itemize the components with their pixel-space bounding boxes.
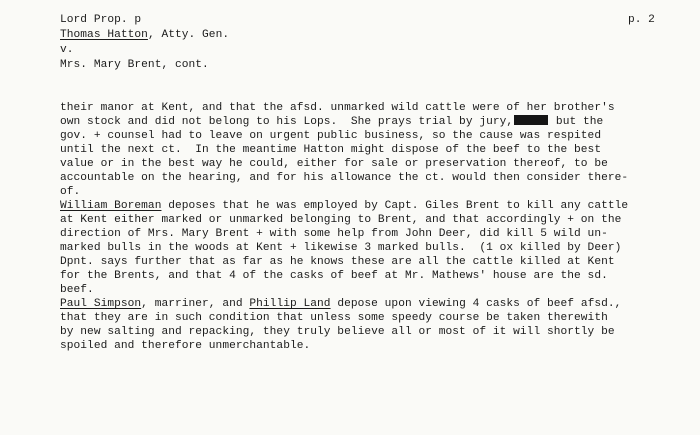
body-line: that they are in such condition that unless some speedy course be taken therewith (60, 312, 608, 324)
defendant: Mrs. Mary Brent, cont. (60, 59, 209, 71)
body-line: marked bulls in the woods at Kent + likewise 3 marked bulls. (1 ox killed by Deer) (60, 242, 622, 254)
body-line: Dpnt. says further that as far as he knows these are all the cattle killed at Kent (60, 256, 615, 268)
plaintiff-name: Thomas Hatton (60, 29, 148, 41)
body-text: , marriner, and (141, 298, 250, 310)
plaintiff-line (60, 28, 229, 42)
body-line: beef. (60, 284, 94, 296)
plaintiff-role: , Atty. Gen. (147, 29, 230, 41)
body-line (60, 115, 603, 129)
body-line: at Kent either marked or unmarked belonging to Brent, and that accordingly + on the (60, 214, 622, 226)
body-line: value or in the best way he could, either for sale or preservation thereof, to be (60, 158, 608, 170)
body-line (60, 199, 628, 213)
case-title: Lord Prop. p (60, 14, 142, 26)
body-line: their manor at Kent, and that the afsd. unmarked wild cattle were of her brother's (60, 102, 615, 114)
body-line: of. (60, 186, 81, 198)
redacted-mark (514, 115, 548, 125)
deponent-name: William Boreman (60, 200, 162, 212)
body-line: spoiled and therefore unmerchantable. (60, 340, 311, 352)
body-line: accountable on the hearing, and for his allowance the ct. would then consider there- (60, 172, 629, 184)
body-line: direction of Mrs. Mary Brent + with some help from John Deer, did kill 5 wild un- (60, 228, 608, 240)
body-line: until the next ct. In the meantime Hatton might dispose of the beef to the best (60, 144, 602, 156)
body-text: depose upon viewing 4 casks of beef afsd., (330, 298, 622, 310)
versus: v. (60, 44, 74, 56)
body-text: own stock and did not belong to his Lops. She prays trial by jury, (60, 116, 514, 128)
body-line: gov. + counsel had to leave on urgent public business, so the cause was respited (60, 130, 602, 142)
body-line: for the Brents, and that 4 of the casks of beef at Mr. Mathews' house are the sd. (60, 270, 608, 282)
deponent-name: Paul Simpson (60, 298, 142, 310)
deponent-name: Phillip Land (249, 298, 331, 310)
body-line: by new salting and repacking, they truly believe all or most of it will shortly be (60, 326, 615, 338)
body-text: but the (549, 116, 604, 128)
page-number: p. 2 (628, 14, 655, 26)
body-text: deposes that he was employed by Capt. Giles Brent to kill any cattle (161, 200, 629, 212)
body-line (60, 297, 621, 311)
